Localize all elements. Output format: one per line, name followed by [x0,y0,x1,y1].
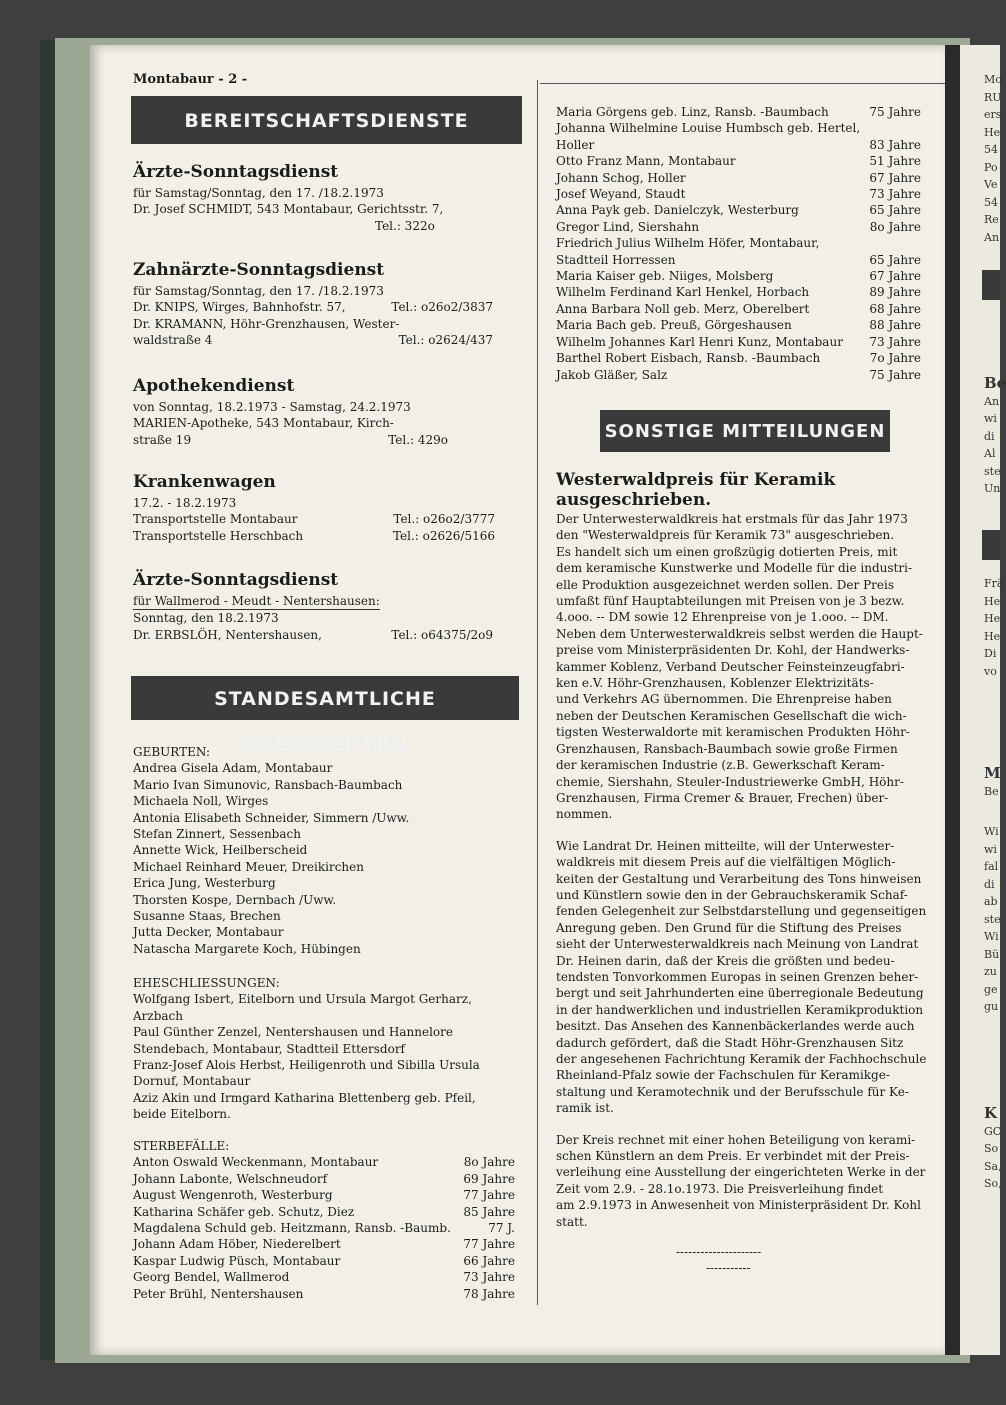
list-item: Kaspar Ludwig Püsch, Montabaur 66 Jahre [133,1253,515,1268]
list-item: Wilhelm Johannes Karl Henri Kunz, Montabaur 73 Jahre [556,334,921,349]
adjacent-page-bar [982,270,1000,300]
list-item: Anton Oswald Weckenmann, Montabaur 8o Jahre [133,1155,515,1170]
list-item: Johann Adam Höber, Niederelbert 77 Jahre [133,1237,515,1252]
list-item: Michael Reinhard Meuer, Dreikirchen [133,859,364,874]
list-item: beide Eitelborn. [133,1107,231,1122]
aerzte-sonntagsdienst-wallmerod [133,570,493,643]
list-item: Stadtteil Horressen 65 Jahre [556,252,921,267]
list-item: Andrea Gisela Adam, Montabaur [133,761,333,776]
list-item: Maria Kaiser geb. Niiges, Molsberg 67 Jahre [556,269,921,284]
krankenwagen [133,472,495,544]
sterbefaelle [133,1138,515,1302]
list-item: Barthel Robert Eisbach, Ransb. -Baumbach 7o Jahre [556,351,921,366]
list-item: Otto Franz Mann, Montabaur 51 Jahre [556,154,921,169]
article-westerwaldpreis [556,470,941,1277]
text-line: Dr. ERBSLÖH, Nentershausen, Tel.: o64375/2o9 [133,627,493,642]
article-paragraph: Wie Landrat Dr. Heinen mitteilte, will der Unterwester- waldkreis mit diesem Preis auf die vielfältigen Möglich- keiten der Gestaltung und Verarbeitung des Tons hinweisen und Künstlern sowie den in der Gebrauchskeramik Schaf- fenden Gelegenheit zur Selbstdarstellung und gegenseitigen Anregung geben. Den Grund für die Stiftung des Preises sieht der Unterwesterwaldkreis nach Meinung von Landrat Dr. Heinen darin, daß der Kreis die größten und bedeu- tendsten Tonvorkommen Europas in seinen Grenzen beher- bergt und seit Jahrhunderten eine überregionale Bedeutung in der handwerklichen und industriellen Keramikproduktion besitzt. Das Ansehen des Kannenbäckerlandes werde auch dadurch gefördert, daß die Stadt Höhr-Grenzhausen Sitz der angesehenen Fachrichtung Keramik der Fachhochschule Rheinland-Pfalz sowie der Fachschulen für Keramikge- staltung und Keramotechnik und der Berufsschule für Ke- ramik ist. [556,838,927,1116]
section-bar-bereitschaftsdienste: BEREITSCHAFTSDIENSTE [131,96,522,144]
section-bar-standesamtliche-nachrichten: STANDESAMTLICHE NACHRICHTEN [131,676,519,720]
list-item: Natascha Margarete Koch, Hübingen [133,941,361,956]
text-line: waldstraße 4 Tel.: o2624/437 [133,333,493,348]
text-line: MARIEN-Apotheke, 543 Montabaur, Kirch- [133,416,394,431]
list-item: Arzbach [133,1008,184,1023]
section-title: GEBURTEN: [133,745,210,759]
text-line: für Samstag/Sonntag, den 17. /18.2.1973 [133,284,384,298]
list-item: Katharina Schäfer geb. Schutz, Diez 85 Jahre [133,1204,515,1219]
text-line: Dr. KRAMANN, Höhr-Grenzhausen, Wester- [133,316,400,331]
list-item: Stendebach, Montabaur, Stadtteil Ettersdorf [133,1041,405,1056]
text-line: Tel.: 322o [375,218,435,233]
aerzte-sonntagsdienst [133,162,493,234]
list-item: Thorsten Kospe, Dernbach /Uww. [133,892,337,907]
column-divider [537,80,538,1305]
article-paragraph: Der Kreis rechnet mit einer hohen Beteiligung von kerami- schen Künstlern an dem Preis. Er verbindet mit der Preis- verleihung eine Ausstellung der eingerichteten Werke in der Zeit vom 2.9. - 28.1o.1973. Die Preisverleihung findet am 2.9.1973 in Anwesenheit von Ministerpräsident Dr. Kohl statt. [556,1132,926,1229]
adjacent-page-text-5: Wi wi fal di ab ste Wi Bü zu ge gu [984,825,1001,1013]
top-rule [540,83,945,84]
text-line: 17.2. - 18.2.1973 [133,496,237,510]
list-item: Erica Jung, Westerburg [133,876,276,891]
list-item: Johann Schog, Holler 67 Jahre [556,170,921,185]
section-bar-sonstige-mitteilungen: SONSTIGE MITTEILUNGEN [600,410,890,452]
adjacent-page-text-3: Frä He He He Di vo [984,577,1004,678]
page-header: Montabaur - 2 - [133,72,248,87]
list-item: Holler 83 Jahre [556,137,921,152]
list-item: Maria Görgens geb. Linz, Ransb. -Baumbach 75 Jahre [556,105,921,119]
section-title: EHESCHLIESSUNGEN: [133,976,280,990]
list-item: August Wengenroth, Westerburg 77 Jahre [133,1188,515,1203]
list-item: Peter Brühl, Nentershausen 78 Jahre [133,1286,515,1301]
adjacent-page-bar [982,530,1000,560]
list-item: Anna Barbara Noll geb. Merz, Oberelbert 68 Jahre [556,301,921,316]
zahnaerzte-sonntagsdienst [133,260,493,349]
list-item: Wilhelm Ferdinand Karl Henkel, Horbach 89 Jahre [556,285,921,300]
list-item: Franz-Josef Alois Herbst, Heiligenroth und Sibilla Ursula [133,1058,480,1073]
list-item: Gregor Lind, Siershahn 8o Jahre [556,219,921,234]
end-rule: ----------- [706,1261,751,1276]
adjacent-page [960,45,1006,1355]
end-rule: --------------------- [676,1245,762,1260]
list-item: Aziz Akin und Irmgard Katharina Blettenberg geb. Pfeil, [133,1090,476,1105]
text-line: Transportstelle Herschbach Tel.: o2626/5166 [133,528,495,543]
section-title: STERBEFÄLLE: [133,1139,230,1153]
article-paragraph: Der Unterwesterwaldkreis hat erstmals für das Jahr 1973 den "Westerwaldpreis für Keramik 73" ausgeschrieben. Es handelt sich um einen großzügig dotierten Preis, mit dem keramische Kunstwerke und Modelle für die industri- elle Produktion ausgezeichnet werden sollen. Der Preis umfaßt fünf Hauptabteilungen mit Preisen von je 3 bezw. 4.ooo. -- DM sowie 12 Ehrenpreise von je 1.ooo. -- DM. Neben dem Unterwesterwaldkreis selbst werden die Haupt- preise vom Ministerpräsidenten Dr. Kohl, der Handwerks- kammer Koblenz, Verband Deutscher Feinsteinzeugfabri- ken e.V. Höhr-Grenzhausen, Koblenzer Elektrizitäts- und Verkehrs AG übernommen. Die Ehrenpreise haben neben der Deutschen Keramischen Gesellschaft die wich- tigsten Westerwaldorte mit keramischen Produkten Höhr- Grenzhausen, Ransbach-Baumbach sowie große Firmen der keramischen Industrie (z.B. Gewerkschaft Keram- chemie, Siershahn, Steuler-Industriewerke GmbH, Höhr- Grenzhausen, Firma Cremer & Brauer, Frechen) über- nommen. [556,512,923,822]
adjacent-page-text-6: K GC So Sa, So, [984,1104,1002,1190]
list-item: Antonia Elisabeth Schneider, Simmern /Uww. [133,810,410,825]
apothekendienst [133,376,495,448]
text-line: für Wallmerod - Meudt - Nentershausen: [133,593,380,610]
text-line: Transportstelle Montabaur Tel.: o26o2/3777 [133,512,495,527]
text-line: Dr. KNIPS, Wirges, Bahnhofstr. 57, Tel.: o26o2/3837 [133,300,493,315]
list-item: Georg Bendel, Wallmerod 73 Jahre [133,1270,515,1285]
adjacent-page-text-4: M Be [984,764,1001,798]
list-item: Susanne Staas, Brechen [133,909,281,924]
list-item: Paul Günther Zenzel, Nentershausen und Hannelore [133,1025,453,1040]
eheschliessungen [133,975,518,1123]
list-item: Johann Labonte, Welschneudorf 69 Jahre [133,1171,515,1186]
adjacent-page-text-top: Mo RU ers He 54 Po Ve 54 Re An [984,73,1002,244]
list-item: Dornuf, Montabaur [133,1074,251,1089]
list-item: Johanna Wilhelmine Louise Humbsch geb. Hertel, [556,121,861,136]
section-title: Ärzte-Sonntagsdienst [133,162,339,182]
list-item: Anna Payk geb. Danielczyk, Westerburg 65 Jahre [556,203,921,218]
article-title: Westerwaldpreis für Keramik [556,470,836,490]
text-line: für Samstag/Sonntag, den 17. /18.2.1973 [133,186,384,200]
list-item: Magdalena Schuld geb. Heitzmann, Ransb. -Baumb. 77 J. [133,1221,515,1236]
list-item: Wolfgang Isbert, Eitelborn und Ursula Margot Gerharz, [133,992,472,1007]
article-title: ausgeschrieben. [556,490,712,510]
section-title: Zahnärzte-Sonntagsdienst [133,260,385,280]
text-line: straße 19 Tel.: 429o [133,432,448,447]
list-item: Josef Weyand, Staudt 73 Jahre [556,187,921,202]
list-item: Mario Ivan Simunovic, Ransbach-Baumbach [133,777,403,792]
text-line: Dr. Josef SCHMIDT, 543 Montabaur, Gerichtsstr. 7, [133,202,444,217]
geburten [133,744,518,957]
section-title: Krankenwagen [133,472,276,492]
text-line: von Sonntag, 18.2.1973 - Samstag, 24.2.1973 [133,400,411,414]
list-item: Annette Wick, Heilberscheid [133,843,308,858]
list-item: Jutta Decker, Montabaur [133,925,284,940]
section-title: Ärzte-Sonntagsdienst [133,570,339,590]
list-item: Friedrich Julius Wilhelm Höfer, Montabaur, [556,236,820,251]
text-line: Sonntag, den 18.2.1973 [133,611,279,626]
list-item: Jakob Gläßer, Salz 75 Jahre [556,367,921,382]
section-title: Apothekendienst [133,376,295,396]
list-item: Michaela Noll, Wirges [133,794,269,809]
adjacent-page-text-2: Be An wi di Al ste Un [984,374,1006,495]
sterbefaelle-continued [556,104,921,383]
list-item: Maria Bach geb. Preuß, Görgeshausen 88 Jahre [556,318,921,333]
list-item: Stefan Zinnert, Sessenbach [133,827,301,842]
book-gutter [945,45,960,1355]
